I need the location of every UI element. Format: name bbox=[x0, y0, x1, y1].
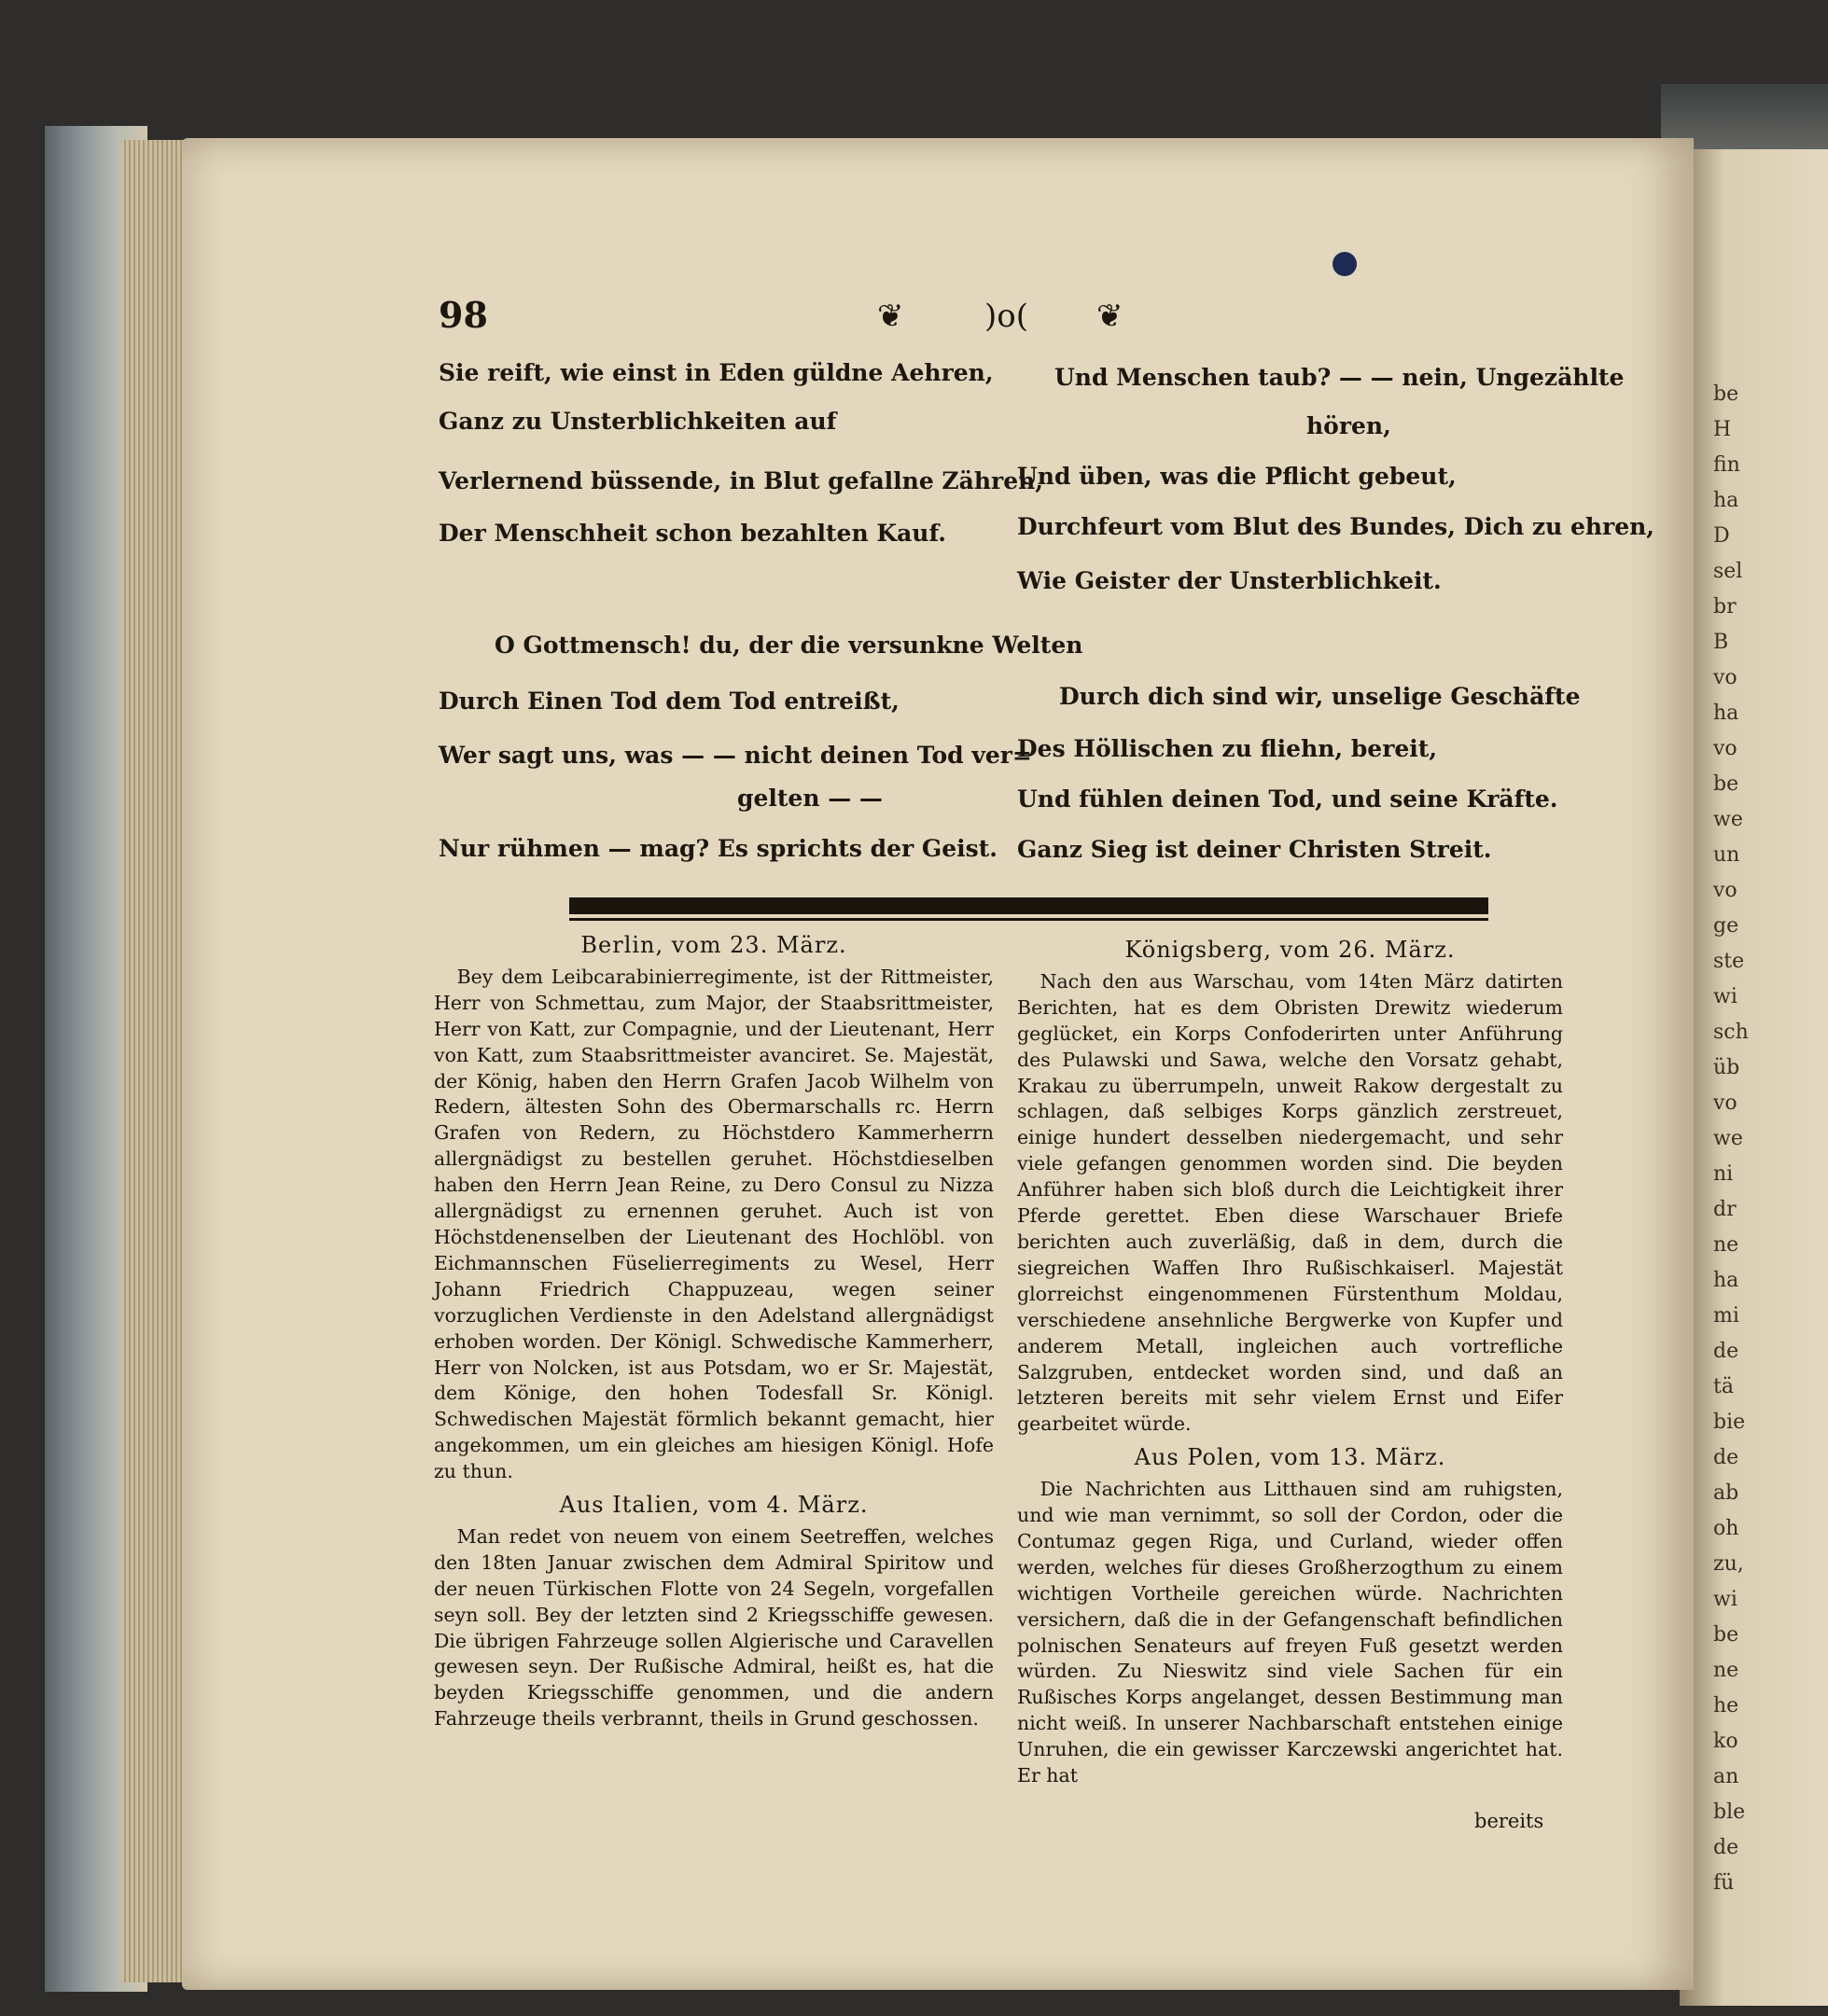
poem-line: Durch dich sind wir, unselige Geschäfte bbox=[1059, 683, 1581, 710]
facing-page-fragment: oh bbox=[1713, 1517, 1739, 1540]
facing-page-fragment: we bbox=[1713, 1127, 1743, 1150]
facing-page-fragment: sch bbox=[1713, 1021, 1749, 1044]
facing-page-fragment: üb bbox=[1713, 1056, 1740, 1079]
poem-line: Sie reift, wie einst in Eden güldne Aehren, bbox=[439, 359, 994, 386]
facing-page-fragment: de bbox=[1713, 1446, 1739, 1469]
shell-ornament-icon: ❦ bbox=[1096, 298, 1123, 335]
facing-page-fragment: ste bbox=[1713, 950, 1745, 973]
facing-page-fragment: sel bbox=[1713, 560, 1743, 583]
facing-page-fragment: ge bbox=[1713, 914, 1739, 938]
facing-page-fragment: mi bbox=[1713, 1304, 1739, 1328]
facing-page-fragment: he bbox=[1713, 1694, 1739, 1717]
poem-line: Der Menschheit schon bezahlten Kauf. bbox=[439, 520, 947, 547]
facing-page-fragment: de bbox=[1713, 1836, 1739, 1859]
poem-line: Durchfeurt vom Blut des Bundes, Dich zu ehren, bbox=[1017, 513, 1655, 540]
section-rule-thin bbox=[569, 918, 1488, 921]
facing-page-fragment: ni bbox=[1713, 1162, 1734, 1186]
facing-page-fragment: B bbox=[1713, 631, 1729, 654]
article-column-left bbox=[434, 933, 994, 1740]
facing-page-fragment: be bbox=[1713, 772, 1739, 796]
poem-line: Und üben, was die Pflicht gebeut, bbox=[1017, 463, 1457, 490]
facing-page-fragment: fin bbox=[1713, 453, 1740, 477]
catchword: bereits bbox=[1474, 1810, 1544, 1832]
facing-page-fragment: bie bbox=[1713, 1411, 1746, 1434]
facing-page-fragment: vo bbox=[1713, 879, 1737, 902]
facing-page-fragment: an bbox=[1713, 1765, 1739, 1788]
facing-page-fragment: ha bbox=[1713, 1269, 1739, 1292]
facing-page-fragment: wi bbox=[1713, 1588, 1737, 1611]
article-title-italien: Aus Italien, vom 4. März. bbox=[559, 1492, 869, 1519]
facing-page-fragment: ne bbox=[1713, 1233, 1739, 1257]
facing-page-fragment: tä bbox=[1713, 1375, 1734, 1398]
article-body-italien: Man redet von neuem von einem Seetreffen, welches den 18ten Januar zwischen dem Admiral Spiritow und der neuen Türkischen Flotte von 24 Segeln, vorgefallen seyn soll. Bey der letzten sind 2 Kriegsschiffe gewesen. Die übrigen Fahrzeuge sollen Algierische und Caravellen gewesen seyn. Der Rußische Admiral, heißt es, hat die beyden Kriegsschiffe genommen, und die andern Fahrzeuge theils verbrannt, theils in Grund geschossen. bbox=[434, 1524, 994, 1731]
facing-page-fragment: ble bbox=[1713, 1800, 1746, 1824]
poem-line: Nur rühmen — mag? Es sprichts der Geist. bbox=[439, 835, 998, 862]
facing-page-fragment: ne bbox=[1713, 1659, 1739, 1682]
article-body-koenigsberg: Nach den aus Warschau, vom 14ten März datirten Berichten, hat es dem Obristen Drewitz wiederum geglücket, ein Korps Confoderirten unter Anführung des Pulawski und Sawa, welche den Vorsatz gehabt, Krakau zu überrumpeln, unweit Rakow dergestalt zu schlagen, daß selbiges Korps gänzlich zerstreuet, einige hundert desselben niedergemacht, und sehr viele gefangen genommen worden sind. Die beyden Anführer haben sich bloß durch die Leichtigkeit ihrer Pferde gerettet. Eben diese Warschauer Briefe berichten auch zuverläßig, daß in dem, durch die siegreichen Waffen Ihro Rußischkaiserl. Majestät glorreichst eingenommenen Fürstenthum Moldau, verschiedene ansehnliche Bergwerke von Kupfer und anderem Metall, ingleichen auch vortrefliche Salzgruben, entdecket worden sind, und daß an letzteren bereits mit sehr vielem Ernst und Eifer gearbeitet würde. bbox=[1017, 969, 1563, 1436]
poem-line: Durch Einen Tod dem Tod entreißt, bbox=[439, 688, 900, 715]
facing-page-fragment: fü bbox=[1713, 1871, 1735, 1895]
poem-line: Wie Geister der Unsterblichkeit. bbox=[1017, 567, 1442, 594]
poem-line: Des Höllischen zu fliehn, bereit, bbox=[1017, 735, 1438, 762]
article-title-berlin: Berlin, vom 23. März. bbox=[580, 932, 847, 958]
page-header bbox=[439, 294, 1680, 350]
ink-blot bbox=[1333, 252, 1357, 276]
poem-line: hören, bbox=[1306, 412, 1391, 439]
facing-page-fragment: dr bbox=[1713, 1198, 1737, 1221]
facing-page-fragment: de bbox=[1713, 1340, 1739, 1363]
article-body-berlin: Bey dem Leibcarabinierregimente, ist der Rittmeister, Herr von Schmettau, zum Major, der Staabsrittmeister, Herr von Katt, zur Compagnie, und der Lieutenant, Herr von Katt, zum Staabsrittmeister avanciret. Se. Majestät, der König, haben den Herrn Grafen Jacob Wilhelm von Redern, ältesten Sohn des Obermarschalls rc. Herrn Grafen von Redern, zu Höchstdero Kammerherrn allergnädigst zu bestellen geruhet. Höchstdieselben haben den Herrn Jean Reine, zu Dero Consul zu Nizza allergnädigst zu ernennen geruhet. Auch ist von Höchstdenenselben der Lieutenant des Hochlöbl. von Eichmannschen Füselierregiments zu Wesel, Herr Johann Friedrich Chappuzeau, wegen seiner vorzuglichen Verdienste in den Adelstand allergnädigst erhoben worden. Der Königl. Schwedische Kammerherr, Herr von Nolcken, ist aus Potsdam, wo er Sr. Majestät, dem Könige, den hohen Todesfall Sr. Königl. Schwedischen Majestät förmlich bekannt gemacht, hier angekommen, um ein gleiches am hiesigen Königl. Hofe zu thun. bbox=[434, 965, 994, 1483]
header-ornament: )o( bbox=[984, 298, 1028, 335]
shell-ornament-icon: ❦ bbox=[877, 298, 904, 335]
facing-page-fragment: be bbox=[1713, 382, 1739, 406]
facing-page-fragment: D bbox=[1713, 524, 1730, 548]
facing-page-fragment: vo bbox=[1713, 666, 1737, 689]
facing-page-fragment: be bbox=[1713, 1623, 1739, 1647]
facing-page-fragment: H bbox=[1713, 418, 1732, 441]
facing-page-fragment: vo bbox=[1713, 737, 1737, 760]
facing-page-fragment: wi bbox=[1713, 985, 1737, 1008]
page-edges bbox=[121, 140, 187, 1982]
facing-page-fragment: un bbox=[1713, 843, 1740, 867]
poem-line: Und fühlen deinen Tod, und seine Kräfte. bbox=[1017, 786, 1558, 813]
article-title-polen: Aus Polen, vom 13. März. bbox=[1134, 1444, 1446, 1471]
poem-line: Verlernend büssende, in Blut gefallne Zähren, bbox=[439, 467, 1044, 494]
facing-page-fragment: br bbox=[1713, 595, 1737, 619]
page-number: 98 bbox=[439, 294, 488, 336]
article-title-koenigsberg: Königsberg, vom 26. März. bbox=[1124, 937, 1456, 963]
facing-page-fragment: we bbox=[1713, 808, 1743, 831]
section-rule bbox=[569, 897, 1488, 914]
facing-page-fragment: vo bbox=[1713, 1091, 1737, 1115]
poem-line: Ganz Sieg ist deiner Christen Streit. bbox=[1017, 836, 1492, 863]
article-body-polen: Die Nachrichten aus Litthauen sind am ruhigsten, und wie man vernimmt, so soll der Cordon, oder die Contumaz gegen Riga, und Curland, wieder offen werden, welches für dieses Großherzogthum zu einem wichtigen Vortheile gereichen würde. Nachrichten versichern, daß die in der Gefangenschaft befindlichen polnischen Senateurs auf freyen Fuß gesetzt werden würden. Zu Nieswitz sind viele Sachen für ein Rußisches Korps angelanget, dessen Bestimmung man nicht weiß. In unserer Nachbarschaft entstehen einige Unruhen, die ein gewisser Karczewski angerichtet hat. Er hat bbox=[1017, 1478, 1563, 1787]
poem-line: Wer sagt uns, was — — nicht deinen Tod ver= bbox=[439, 742, 1032, 769]
poem-line: gelten — — bbox=[737, 785, 883, 812]
poem-line: Ganz zu Unsterblichkeiten auf bbox=[439, 408, 837, 435]
facing-page-fragment: ko bbox=[1713, 1730, 1738, 1753]
facing-page-fragment: ha bbox=[1713, 489, 1739, 512]
poem-line: Und Menschen taub? — — nein, Ungezählte bbox=[1054, 364, 1625, 391]
facing-page-fragment: ab bbox=[1713, 1481, 1739, 1505]
facing-page-fragment: ha bbox=[1713, 702, 1739, 725]
poem-line: O Gottmensch! du, der die versunkne Welten bbox=[495, 632, 1083, 659]
facing-page-fragment: zu, bbox=[1713, 1552, 1744, 1576]
article-column-right bbox=[1017, 938, 1563, 1797]
facing-page bbox=[1680, 149, 1828, 2006]
